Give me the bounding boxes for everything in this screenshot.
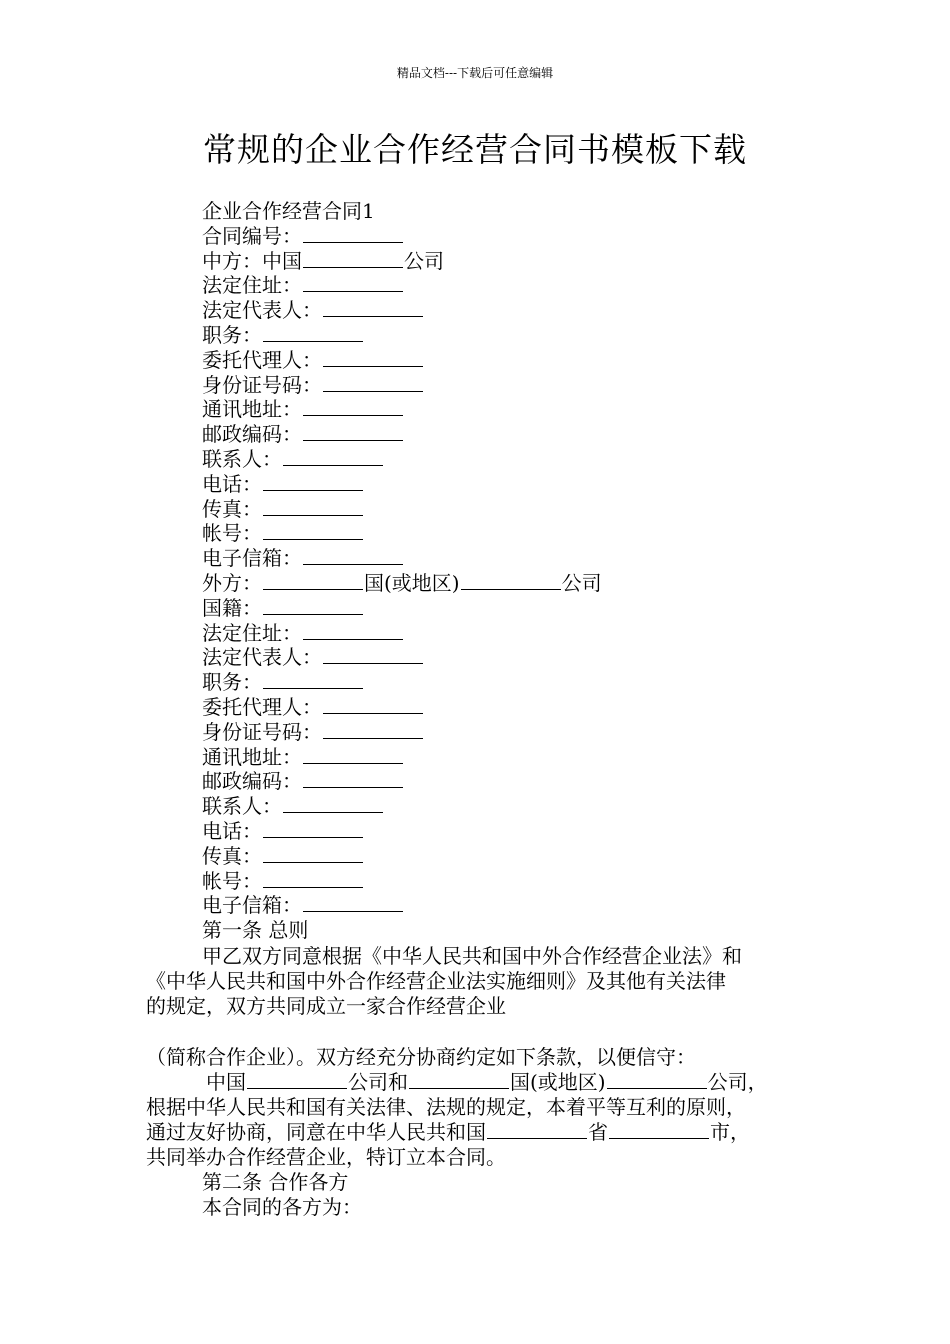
location-line: [146, 1120, 816, 1145]
field-account: [202, 869, 842, 894]
field-id-number: [202, 720, 842, 745]
field-legal-address: [202, 621, 842, 646]
text-segment: 市，: [710, 1120, 750, 1144]
article-1-continuation: [146, 1045, 816, 1220]
blank-line: [263, 573, 363, 590]
blank-line: [263, 474, 363, 491]
field-legal-address: [202, 273, 842, 298]
field-label: 通讯地址：: [202, 744, 302, 769]
company-suffix: 公司: [404, 248, 444, 273]
field-contact: [202, 447, 842, 472]
blank-line: [263, 325, 363, 342]
article-heading: 第一条 总则: [202, 918, 309, 943]
text-segment: 省: [588, 1120, 608, 1144]
country-region-label: 国(或地区): [364, 570, 460, 595]
blank-line: [303, 226, 403, 243]
article-2-body: 本合同的各方为：: [202, 1195, 362, 1219]
blank-line: [263, 821, 363, 838]
field-phone: [202, 819, 842, 844]
blank-line: [323, 722, 423, 739]
field-fax: [202, 844, 842, 869]
field-chinese-party: [202, 249, 842, 274]
field-label: 职务：: [202, 322, 262, 347]
paragraph-line: 的规定，双方共同成立一家合作经营企业: [146, 994, 506, 1018]
field-label: 外方：: [202, 570, 262, 595]
paragraph-line: 共同举办合作经营企业，特订立本合同。: [146, 1145, 506, 1169]
field-label: 法定住址：: [202, 273, 302, 298]
article-1-heading: [202, 918, 842, 943]
blank-line: [303, 399, 403, 416]
field-nationality: [202, 596, 842, 621]
field-label: 身份证号码：: [202, 719, 322, 744]
page-header: 精品文档---下载后可任意编辑: [396, 66, 554, 80]
blank-line: [303, 275, 403, 292]
field-label: 合同编号：: [202, 223, 302, 248]
text-segment: 国(或地区): [510, 1070, 606, 1094]
paragraph-line: 《中华人民共和国中外合作经营企业法实施细则》及其他有关法律: [146, 969, 726, 993]
blank-line: [323, 647, 423, 664]
field-label: 法定代表人：: [202, 645, 322, 670]
blank-line: [263, 499, 363, 516]
field-mailing-address: [202, 745, 842, 770]
field-label: 身份证号码：: [202, 372, 322, 397]
field-label: 电话：: [202, 471, 262, 496]
field-contact: [202, 794, 842, 819]
field-position: [202, 670, 842, 695]
text-segment: 公司和: [348, 1070, 408, 1094]
document-title: 常规的企业合作经营合同书模板下载: [203, 130, 747, 169]
field-id-number: [202, 373, 842, 398]
field-postal-code: [202, 422, 842, 447]
field-position: [202, 323, 842, 348]
article-2-heading: 第二条 合作各方: [202, 1170, 349, 1194]
field-account: [202, 521, 842, 546]
blank-line: [247, 1072, 347, 1089]
field-contract-number: [202, 224, 842, 249]
blank-line: [409, 1072, 509, 1089]
field-label: 通讯地址：: [202, 397, 302, 422]
blank-line: [303, 895, 403, 912]
blank-line: [607, 1072, 707, 1089]
blank-line: [461, 573, 561, 590]
field-label: 传真：: [202, 496, 262, 521]
field-label: 电子信箱：: [202, 546, 302, 571]
field-label: 电话：: [202, 818, 262, 843]
field-label: 企业合作经营合同1: [202, 199, 375, 223]
field-email: [202, 893, 842, 918]
field-label: 中方：中国: [202, 248, 302, 273]
blank-line: [263, 672, 363, 689]
text-segment: 通过友好协商，同意在中华人民共和国: [146, 1120, 486, 1144]
field-label: 联系人：: [202, 794, 282, 819]
text-segment: 中国: [206, 1070, 246, 1094]
blank-line: [283, 796, 383, 813]
field-legal-representative: [202, 298, 842, 323]
blank-line: [609, 1122, 709, 1139]
paragraph-line: （简称合作企业）。双方经充分协商约定如下条款，以便信守：: [146, 1045, 696, 1069]
field-label: 邮政编码：: [202, 422, 302, 447]
field-label: 帐号：: [202, 868, 262, 893]
blank-line: [263, 598, 363, 615]
field-label: 联系人：: [202, 446, 282, 471]
field-legal-representative: [202, 645, 842, 670]
company-suffix: 公司: [561, 570, 602, 595]
contract-fields: [202, 199, 842, 943]
field-label: 国籍：: [202, 595, 262, 620]
field-postal-code: [202, 769, 842, 794]
parties-line: [146, 1070, 816, 1095]
field-fax: [202, 497, 842, 522]
blank-line: [303, 623, 403, 640]
paragraph-line: 甲乙双方同意根据《中华人民共和国中外合作经营企业法》和: [202, 944, 742, 968]
field-label: 帐号：: [202, 521, 262, 546]
blank-line: [263, 846, 363, 863]
field-label: 职务：: [202, 670, 262, 695]
text-segment: 公司，: [707, 1070, 768, 1094]
field-label: 电子信箱：: [202, 893, 302, 918]
blank-line: [303, 747, 403, 764]
blank-line: [263, 871, 363, 888]
field-agent: [202, 695, 842, 720]
field-label: 传真：: [202, 843, 262, 868]
blank-line: [323, 350, 423, 367]
blank-line: [487, 1122, 587, 1139]
field-email: [202, 546, 842, 571]
blank-line: [303, 771, 403, 788]
blank-line: [323, 697, 423, 714]
blank-line: [323, 375, 423, 392]
blank-line: [263, 523, 363, 540]
article-1-body: [146, 944, 816, 1019]
field-label: 委托代理人：: [202, 694, 322, 719]
field-label: 法定住址：: [202, 620, 302, 645]
field-label: 法定代表人：: [202, 298, 322, 323]
blank-line: [323, 300, 423, 317]
field-foreign-party: [202, 571, 842, 596]
blank-line: [283, 449, 383, 466]
field-agent: [202, 348, 842, 373]
blank-line: [303, 251, 403, 268]
blank-line: [303, 548, 403, 565]
blank-line: [303, 424, 403, 441]
contract-subtitle: [202, 199, 842, 224]
field-label: 邮政编码：: [202, 769, 302, 794]
paragraph-line: 根据中华人民共和国有关法律、法规的规定，本着平等互利的原则，: [146, 1095, 746, 1119]
field-label: 委托代理人：: [202, 347, 322, 372]
field-phone: [202, 472, 842, 497]
field-mailing-address: [202, 397, 842, 422]
